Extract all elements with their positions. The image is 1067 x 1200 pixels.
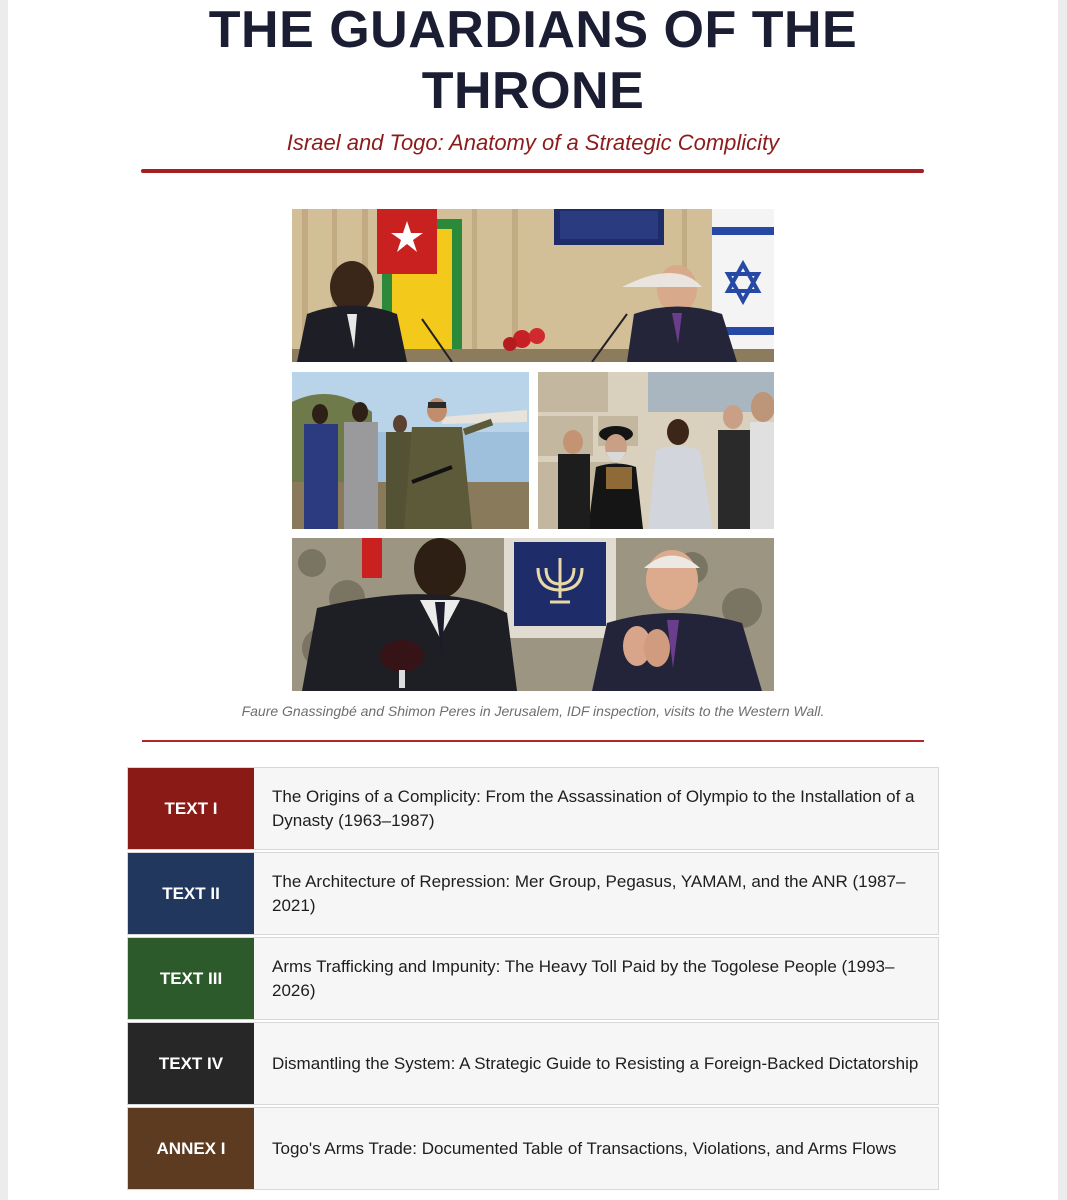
- toc-tag: TEXT IV: [128, 1023, 254, 1104]
- toc-row[interactable]: [127, 1107, 939, 1190]
- toc-tag: TEXT II: [128, 853, 254, 934]
- toc-tag: ANNEX I: [128, 1108, 254, 1189]
- toc-title: Arms Trafficking and Impunity: The Heavy Toll Paid by the Togolese People (1993–2026): [272, 956, 895, 1000]
- toc-row[interactable]: [127, 1022, 939, 1105]
- toc-title: Dismantling the System: A Strategic Guide to Resisting a Foreign-Backed Dictatorship: [272, 1053, 919, 1073]
- caption-divider: [142, 740, 924, 742]
- title-divider: [141, 169, 924, 173]
- toc-title: The Architecture of Repression: Mer Group, Pegasus, YAMAM, and the ANR (1987–2021): [272, 871, 906, 915]
- figure-caption: Faure Gnassingbé and Shimon Peres in Jerusalem, IDF inspection, visits to the Western Wall.: [241, 703, 825, 719]
- photo-idf-inspection: [292, 372, 529, 529]
- toc-row[interactable]: [127, 937, 939, 1020]
- document-page: [8, 0, 1058, 1200]
- toc-tag: TEXT I: [128, 768, 254, 849]
- toc-title: The Origins of a Complicity: From the Assassination of Olympio to the Installation of a Dynasty (1963–1987): [272, 786, 915, 830]
- toc-tag: TEXT III: [128, 938, 254, 1019]
- page-title-line2: THRONE: [421, 62, 645, 120]
- toc-row[interactable]: [127, 852, 939, 935]
- photo-jerusalem-meeting: [292, 209, 774, 362]
- page-subtitle: Israel and Togo: Anatomy of a Strategic Complicity: [286, 130, 780, 155]
- photo-western-wall-visit: [538, 372, 774, 529]
- toc-row[interactable]: [127, 767, 939, 850]
- toc-title: Togo's Arms Trade: Documented Table of Transactions, Violations, and Arms Flows: [272, 1138, 897, 1158]
- page-title-line1: THE GUARDIANS OF THE: [208, 1, 858, 59]
- photo-state-dinner: [292, 538, 774, 691]
